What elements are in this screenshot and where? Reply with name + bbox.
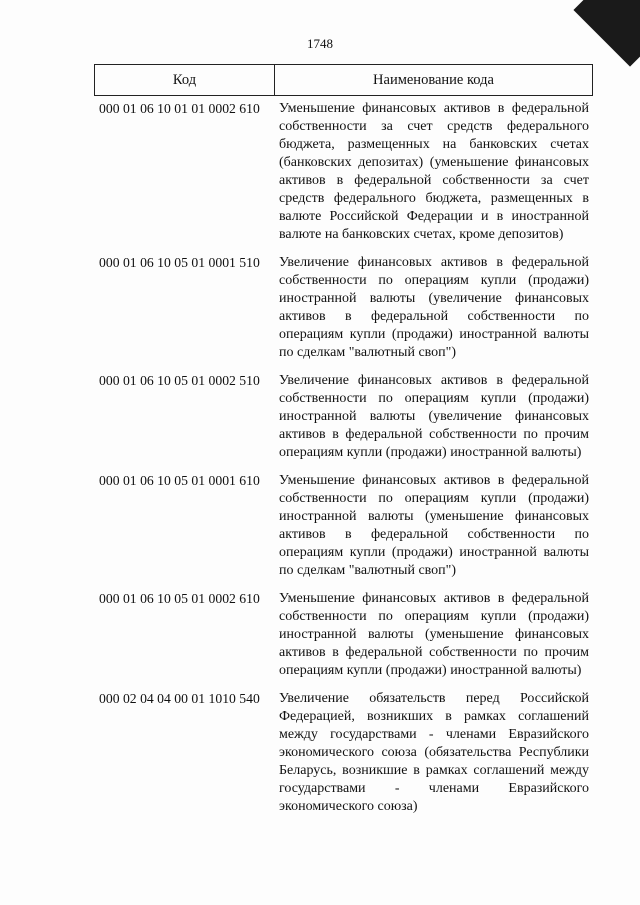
table-row xyxy=(99,254,589,362)
header-name: Наименование кода xyxy=(373,71,494,88)
row-name: Увеличение финансовых активов в федеральной собственности по операциям купли (продажи) иностранной валюты (увеличение финансовых активов в федеральной собственности по операциям купли (продажи) иностранной валюты по сделкам "валютный своп") xyxy=(279,255,589,360)
row-name: Уменьшение финансовых активов в федеральной собственности по операциям купли (продажи) иностранной валюты (уменьшение финансовых активов в федеральной собственности по операциям купли (продажи) иностранной валюты по сделкам "валютный своп") xyxy=(279,473,589,578)
table-header xyxy=(94,64,593,96)
scan-corner-artifact xyxy=(573,0,640,67)
table-row xyxy=(99,100,589,244)
row-code: 000 02 04 04 00 01 1010 540 xyxy=(99,691,260,706)
table-body xyxy=(99,100,589,826)
table-row xyxy=(99,590,589,680)
table-row xyxy=(99,372,589,462)
row-code: 000 01 06 10 01 01 0002 610 xyxy=(99,101,260,116)
table-row xyxy=(99,472,589,580)
header-code: Код xyxy=(95,65,275,95)
row-code: 000 01 06 10 05 01 0002 510 xyxy=(99,373,260,388)
row-name: Увеличение обязательств перед Российской Федерацией, возникших в рамках соглашений между государствами - членами Евразийского экономического союза (обязательства Республики Беларусь, возникшие в рамках соглашений между государствами - членами Евразийского экономического союза) xyxy=(279,691,589,814)
row-name: Увеличение финансовых активов в федеральной собственности по операциям купли (продажи) иностранной валюты (увеличение финансовых активов в федеральной собственности по прочим операциям купли (продажи) иностранной валюты) xyxy=(279,373,589,460)
row-name: Уменьшение финансовых активов в федеральной собственности за счет средств федерального бюджета, размещенных на банковских счетах (банковских депозитах) (уменьшение финансовых активов в федеральной собственности за счет средств федерального бюджета, размещенных в валюте Российской Федерации и в иностранной валюте на банковских счетах, кроме депозитов) xyxy=(279,101,589,242)
page-number: 1748 xyxy=(307,36,333,51)
row-code: 000 01 06 10 05 01 0001 610 xyxy=(99,473,260,488)
row-name: Уменьшение финансовых активов в федеральной собственности по операциям купли (продажи) иностранной валюты (уменьшение финансовых активов в федеральной собственности по прочим операциям купли (продажи) иностранной валюты) xyxy=(279,591,589,678)
row-code: 000 01 06 10 05 01 0001 510 xyxy=(99,255,260,270)
row-code: 000 01 06 10 05 01 0002 610 xyxy=(99,591,260,606)
table-row xyxy=(99,690,589,816)
